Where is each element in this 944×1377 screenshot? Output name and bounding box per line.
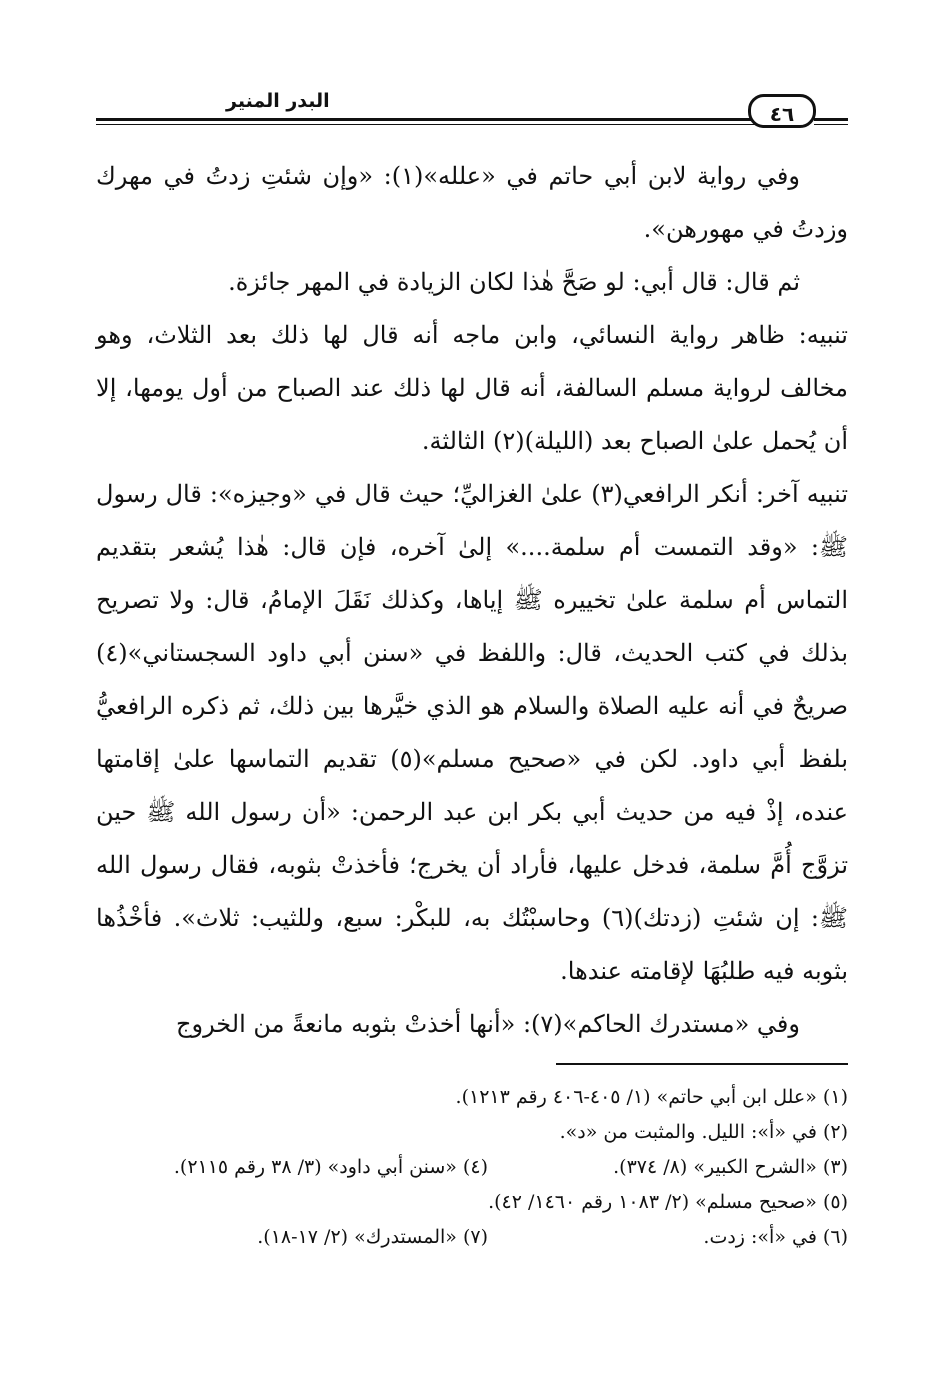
book-title: البدر المنير [226, 90, 330, 112]
header-rule [96, 118, 756, 121]
paragraph: ثم قال: قال أبي: لو صَحَّ هٰذا لكان الزيادة في المهر جائزة. [228, 268, 800, 296]
footnote: (٦) في «أ»: زدت. [703, 1226, 848, 1248]
footnotes [96, 1080, 848, 1255]
footnote: (٤) «سنن أبي داود» (٣/ ٣٨ رقم ٢١١٥). [173, 1156, 488, 1178]
footnote-row [96, 1115, 848, 1150]
main-text [96, 150, 848, 1051]
paragraph: تنبيه: ظاهر رواية النسائي، وابن ماجه أنه قال لها ذلك بعد الثلاث، وهو مخالف لرواية مسلم السالفة، أنه قال لها ذلك عند الصباح من أول يومها، إلا أن يُحمل علىٰ الصباح بعد (الليلة)(٢) الثالثة. [96, 321, 848, 455]
paragraph: تنبيه آخر: أنكر الرافعي(٣) علىٰ الغزاليِّ؛ حيث قال في «وجيزه»: قال رسول ﷺ: «وقد التمست أم سلمة....» إلىٰ آخره، فإن قال: هٰذا يُشعر بتقديم التماس أم سلمة علىٰ تخييره ﷺ إياها، وكذلك نَقَلَ الإمامُ، قال: ولا تصريح بذلك في كتب الحديث، قال: واللفظ في «سنن أبي داود السجستاني»(٤) صريحٌ في أنه عليه الصلاة والسلام هو الذي خيَّرها بين ذلك، ثم ذكره الرافعيُّ بلفظ أبي داود. لكن في «صحيح مسلم»(٥) تقديم التماسها علىٰ إقامتها عنده، إذْ فيه من حديث أبي بكر ابن عبد الرحمن: «أن رسول الله ﷺ حين تزوَّج أُمَّ سلمة، فدخل عليها، فأراد أن يخرج؛ فأخذتْ بثوبه، فقال رسول الله ﷺ: إن شئتِ (زدتك)(٦) وحاسبْتُك به، للبكْر: سبع، وللثيب: ثلاث». فأخْذُها بثوبه فيه طلبُهَا لإقامته عندها. [96, 480, 849, 985]
page-header [96, 88, 848, 128]
footnote-row [96, 1150, 848, 1185]
header-rule-right-thin [814, 124, 848, 125]
footnote: (١) «علل ابن أبي حاتم» (١/ ٤٠٥-٤٠٦ رقم ١٢١٣). [455, 1086, 848, 1108]
paragraph: وفي رواية لابن أبي حاتم في «علله»(١): «وإن شئتِ زدتُ في مهرك وزدتُ في مهورهن». [96, 162, 848, 243]
footnote: (٥) «صحيح مسلم» (٢/ ١٠٨٣ رقم ١٤٦٠/ ٤٢). [488, 1191, 848, 1213]
footnote-row [96, 1185, 848, 1220]
footnote-row [96, 1220, 848, 1255]
footnote: (٧) «المستدرك» (٢/ ١٧-١٨). [257, 1226, 488, 1248]
paragraph: وفي «مستدرك الحاكم»(٧): «أنها أخذتْ بثوبه مانعةً من الخروج [175, 1010, 800, 1038]
page-number: ٤٦ [748, 94, 816, 128]
footnote-row [96, 1080, 848, 1115]
footnote: (٢) في «أ»: الليل. والمثبت من «د». [559, 1121, 848, 1143]
header-rule-right [814, 118, 848, 121]
footnote: (٣) «الشرح الكبير» (٨/ ٣٧٤). [613, 1156, 848, 1178]
header-rule-thin [96, 124, 756, 125]
footnote-separator [556, 1063, 848, 1065]
